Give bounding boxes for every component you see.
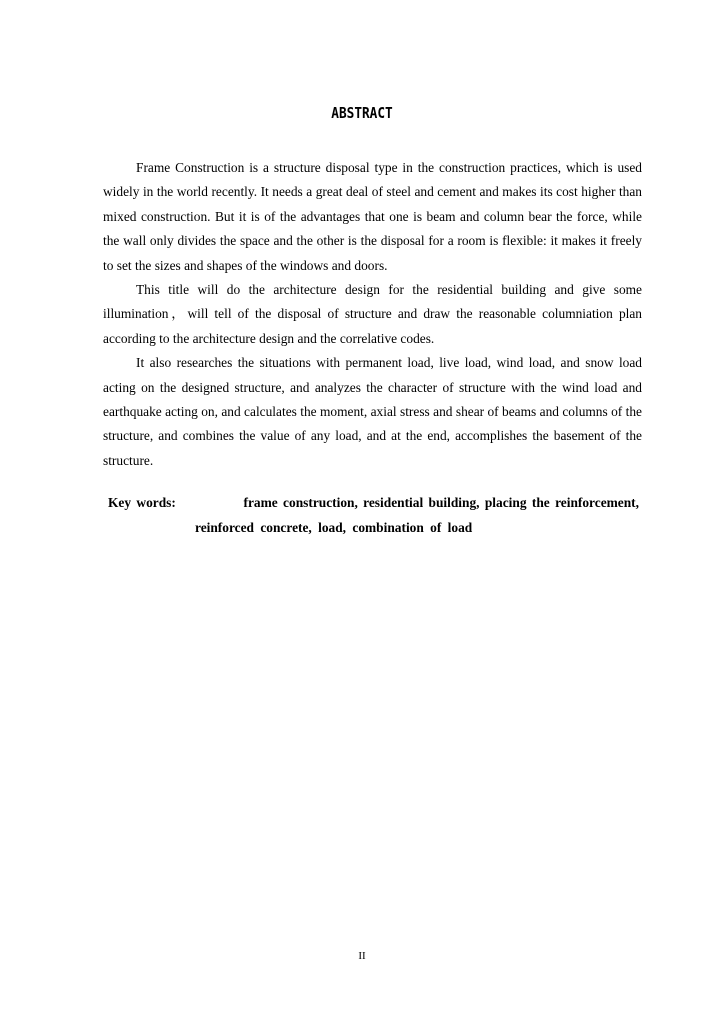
page-number: II bbox=[358, 950, 366, 962]
keywords-text-line-1: frame construction, residential building, placing the reinforcement, bbox=[243, 495, 639, 510]
keywords-label: Key words: bbox=[108, 495, 176, 510]
keywords-line-1 bbox=[103, 490, 642, 515]
paragraph-2: This title will do the architecture design for the residential building and give some illumination，will tell of the disposal of structure and draw the reasonable columniation plan according to the architecture design and the correlative codes. bbox=[103, 282, 642, 346]
keywords-block bbox=[103, 490, 642, 540]
keywords-line-2: reinforced concrete, load, combination of load bbox=[195, 520, 473, 535]
paragraph-3: It also researches the situations with permanent load, live load, wind load, and snow load acting on the designed structure, and analyzes the character of structure with the wind load and earthquake acting on, and calculates the moment, axial stress and shear of beams and columns of the structure, and combines the value of any load, and at the end, accomplishes the basement of the structure. bbox=[103, 355, 642, 468]
paragraph-1: Frame Construction is a structure disposal type in the construction practices, which is used widely in the world recently. It needs a great deal of steel and cement and makes its cost higher than mixed construction. But it is of the advantages that one is beam and column bear the force, while the wall only divides the space and the other is the disposal for a room is flexible: it makes it freely to set the sizes and shapes of the windows and doors. bbox=[103, 160, 642, 273]
abstract-title: ABSTRACT bbox=[331, 104, 393, 122]
abstract-body bbox=[103, 156, 642, 473]
